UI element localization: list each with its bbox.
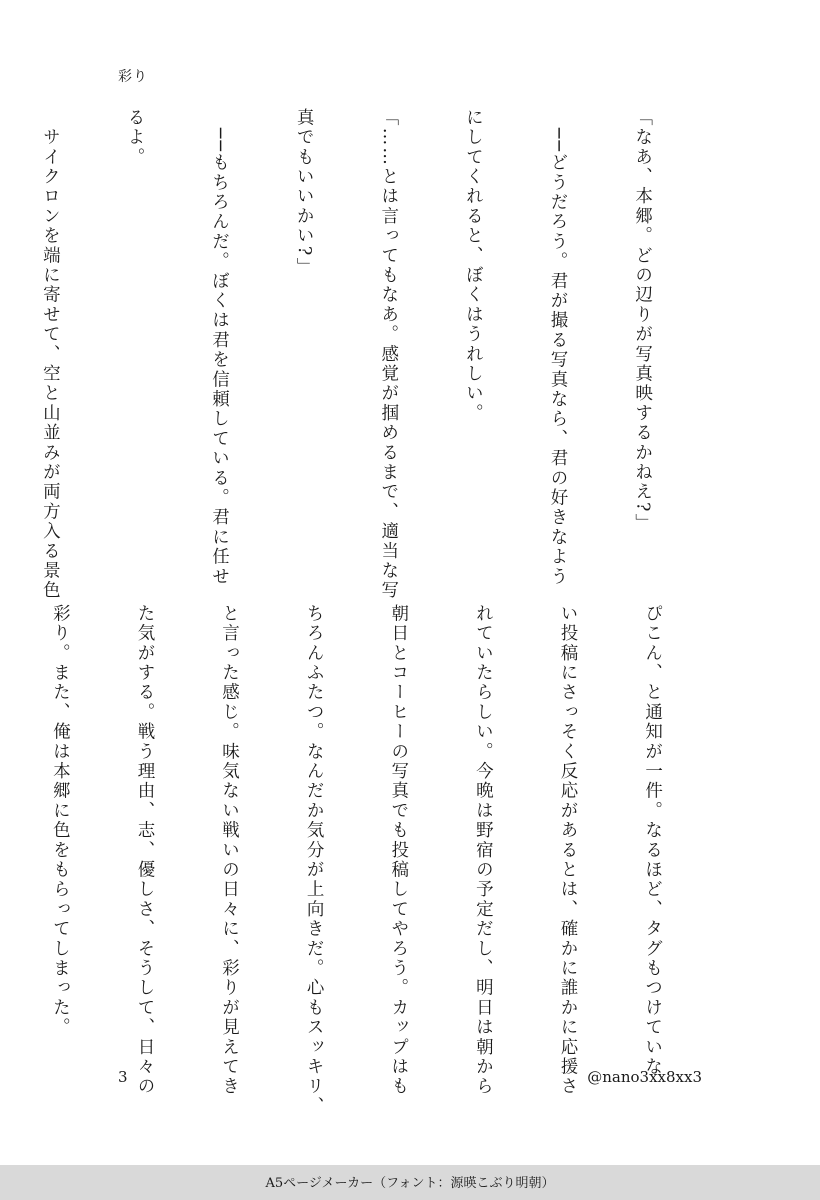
text-line: ──どうだろう。君が撮る写真なら、君の好きなよう [547, 108, 568, 587]
text-line: ──もちろんだ。ぼくは君を信頼している。君に任せ [209, 108, 230, 587]
text-line: 「……とは言ってもなあ。感覚が掴めるまで、適当な写 [378, 108, 399, 601]
author-account: @nano3xx8xx3 [587, 1068, 702, 1086]
text-line: 真でもいいかい?」 [294, 108, 315, 278]
text-line: ぴこん、と通知が一件。なるほど、タグもつけていな [642, 604, 663, 1077]
text-line: れていたらしい。今晩は野宿の予定だし、明日は朝から [473, 604, 494, 1097]
text-line: サイクロンを端に寄せて、空と山並みが両方入る景色 [40, 108, 61, 601]
text-line: 「なあ、本郷。どの辺りが写真映するかねえ?」 [632, 108, 653, 534]
text-line: 朝日とコーヒーの写真でも投稿してやろう。カップはも [388, 604, 409, 1097]
chapter-title: 彩り [118, 69, 148, 85]
page-number: 3 [118, 1068, 128, 1086]
text-line: い投稿にさっそく反応があるとは、確かに誰かに応援さ [557, 604, 578, 1097]
text-line: るよ。 [124, 108, 145, 168]
text-line: と言った感じ。味気ない戦いの日々に、彩りが見えてき [219, 604, 240, 1097]
text-line: にしてくれると、ぼくはうれしい。 [463, 108, 484, 424]
text-block-upper [0, 108, 713, 601]
text-line: 彩り。また、俺は本郷に色をもらってしまった。 [50, 604, 71, 1038]
text-line: ちろんふたつ。なんだか気分が上向きだ。心もスッキリ、 [304, 604, 325, 1117]
text-line: た気がする。戦う理由、志、優しさ、そうして、日々の [134, 604, 155, 1097]
footer-caption: A5ページメーカー（フォント：源暎こぶり明朝） [265, 1176, 555, 1191]
